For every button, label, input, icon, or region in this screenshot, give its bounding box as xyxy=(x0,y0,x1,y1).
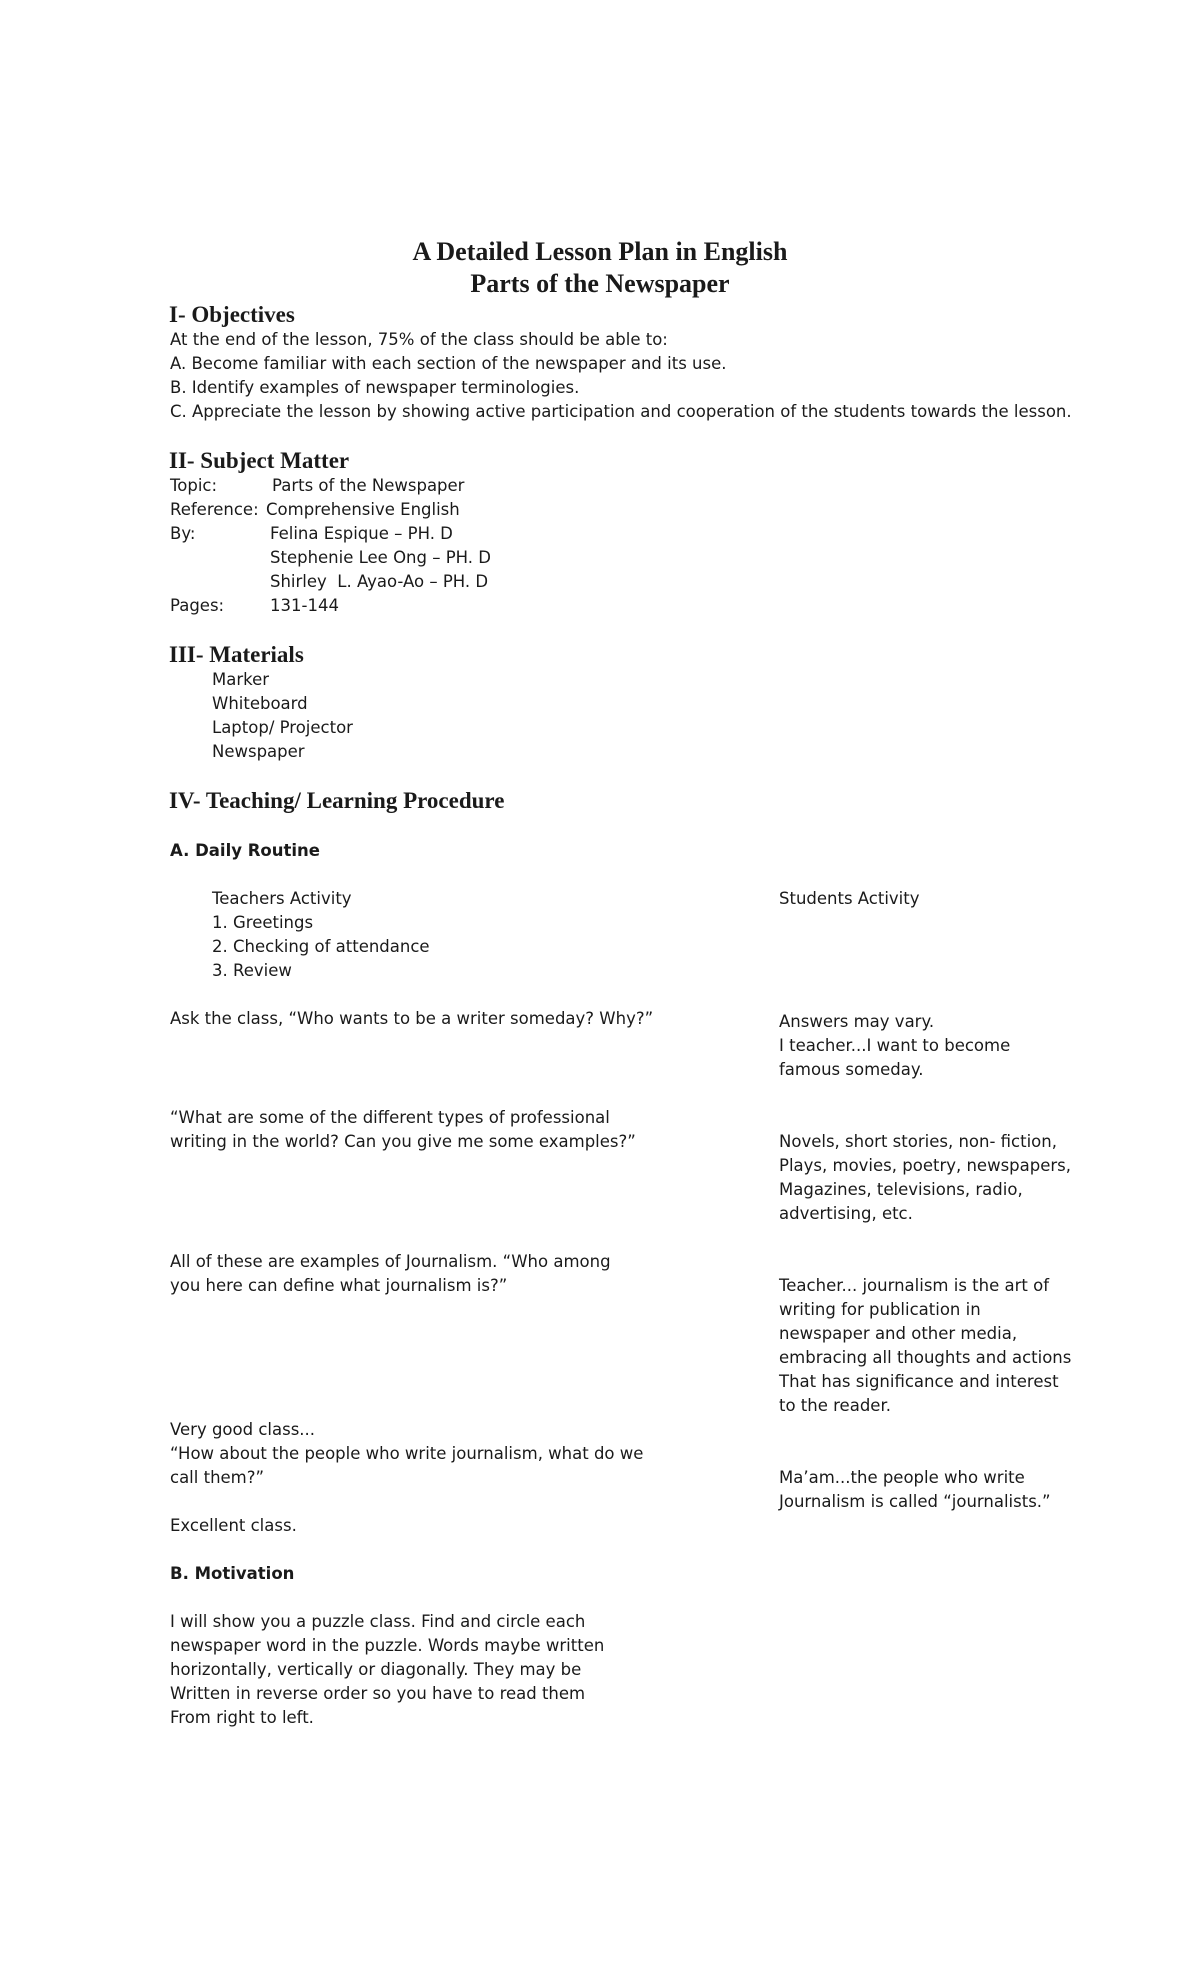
routine-item: 3. Review xyxy=(212,961,292,980)
motivation-text-line: newspaper word in the puzzle. Words maybe written xyxy=(170,1636,605,1655)
teacher-question-1: Ask the class, “Who wants to be a writer someday? Why?” xyxy=(170,1009,654,1028)
objective-item-c: C. Appreciate the lesson by showing active participation and cooperation of the students towards the lesson. xyxy=(170,402,1072,421)
teacher-question-2-line: writing in the world? Can you give me some examples?” xyxy=(170,1132,636,1151)
motivation-text-line: From right to left. xyxy=(170,1708,314,1727)
teacher-question-2-line: “What are some of the different types of professional xyxy=(170,1108,610,1127)
pages-label: Pages: xyxy=(170,596,225,615)
teacher-question-4-line: call them?” xyxy=(170,1468,265,1487)
teacher-question-3-line: you here can define what journalism is?” xyxy=(170,1276,508,1295)
motivation-text-line: I will show you a puzzle class. Find and circle each xyxy=(170,1612,586,1631)
objective-item-b: B. Identify examples of newspaper terminologies. xyxy=(170,378,580,397)
topic-value: Parts of the Newspaper xyxy=(272,476,465,495)
daily-routine-heading: A. Daily Routine xyxy=(170,841,320,860)
student-answer-3-line: embracing all thoughts and actions xyxy=(779,1348,1072,1367)
student-answer-3-line: That has significance and interest xyxy=(779,1372,1059,1391)
by-label: By: xyxy=(170,524,196,543)
subject-matter-heading: II- Subject Matter xyxy=(169,448,350,473)
material-item: Laptop/ Projector xyxy=(212,718,353,737)
student-answer-4-line: Ma’am...the people who write xyxy=(779,1468,1025,1487)
teacher-question-3-line: All of these are examples of Journalism. “Who among xyxy=(170,1252,611,1271)
teacher-closing-remark: Excellent class. xyxy=(170,1516,297,1535)
motivation-text-line: Written in reverse order so you have to read them xyxy=(170,1684,586,1703)
student-answer-1-line: I teacher...I want to become xyxy=(779,1036,1011,1055)
routine-item: 1. Greetings xyxy=(212,913,314,932)
student-answer-2-line: Plays, movies, poetry, newspapers, xyxy=(779,1156,1072,1175)
routine-item: 2. Checking of attendance xyxy=(212,937,430,956)
procedure-heading: IV- Teaching/ Learning Procedure xyxy=(169,788,505,813)
materials-heading: III- Materials xyxy=(169,642,304,667)
material-item: Marker xyxy=(212,670,270,689)
material-item: Newspaper xyxy=(212,742,305,761)
pages-value: 131-144 xyxy=(270,596,339,615)
student-answer-3-line: writing for publication in xyxy=(779,1300,981,1319)
student-answer-3-line: Teacher... journalism is the art of xyxy=(779,1276,1050,1295)
objectives-intro: At the end of the lesson, 75% of the class should be able to: xyxy=(170,330,668,349)
motivation-text-line: horizontally, vertically or diagonally. They may be xyxy=(170,1660,582,1679)
material-item: Whiteboard xyxy=(212,694,308,713)
student-answer-2-line: Novels, short stories, non- fiction, xyxy=(779,1132,1057,1151)
student-answer-1-line: famous someday. xyxy=(779,1060,924,1079)
student-answer-3-line: to the reader. xyxy=(779,1396,891,1415)
author-3: Shirley L. Ayao-Ao – PH. D xyxy=(270,572,489,591)
teacher-question-4-line: Very good class... xyxy=(170,1420,316,1439)
student-answer-1-line: Answers may vary. xyxy=(779,1012,935,1031)
reference-label: Reference: xyxy=(170,500,259,519)
students-activity-header: Students Activity xyxy=(779,889,920,908)
student-answer-2-line: advertising, etc. xyxy=(779,1204,913,1223)
topic-label: Topic: xyxy=(170,476,218,495)
document-title: A Detailed Lesson Plan in English xyxy=(412,237,788,266)
motivation-heading: B. Motivation xyxy=(170,1564,295,1583)
student-answer-2-line: Magazines, televisions, radio, xyxy=(779,1180,1023,1199)
objectives-heading: I- Objectives xyxy=(169,302,295,327)
teacher-question-4-line: “How about the people who write journalism, what do we xyxy=(170,1444,644,1463)
teachers-activity-header: Teachers Activity xyxy=(212,889,352,908)
student-answer-4-line: Journalism is called “journalists.” xyxy=(779,1492,1051,1511)
author-2: Stephenie Lee Ong – PH. D xyxy=(270,548,491,567)
objective-item-a: A. Become familiar with each section of the newspaper and its use. xyxy=(170,354,727,373)
student-answer-3-line: newspaper and other media, xyxy=(779,1324,1018,1343)
reference-value: Comprehensive English xyxy=(266,500,460,519)
author-1: Felina Espique – PH. D xyxy=(270,524,453,543)
document-subtitle: Parts of the Newspaper xyxy=(470,269,730,298)
